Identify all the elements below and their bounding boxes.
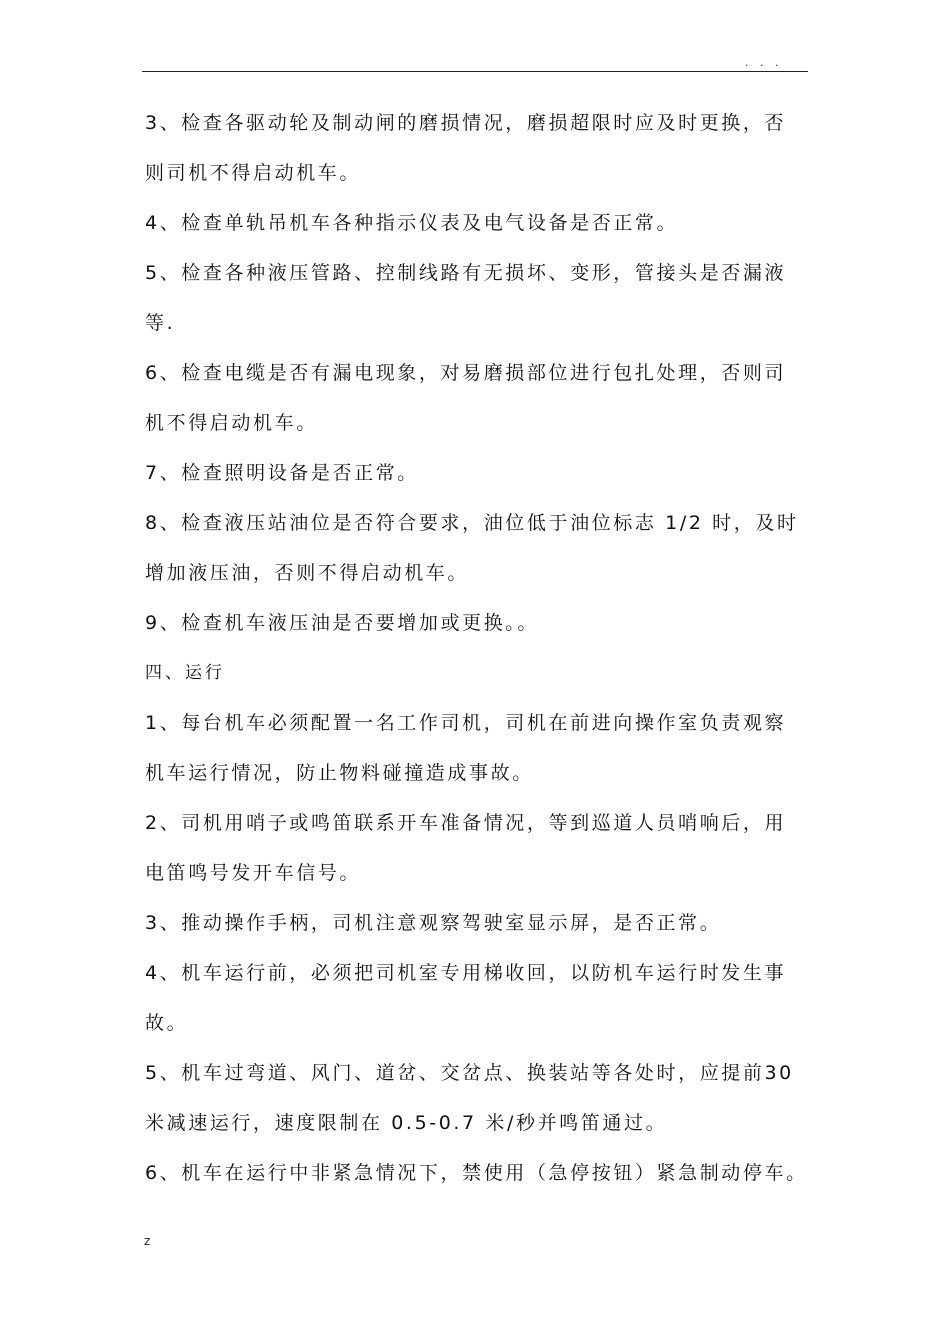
- text-line-7: 机不得启动机车。: [145, 412, 318, 434]
- text-line-2: 则司机不得启动机车。: [145, 162, 362, 184]
- text-line-3: 4、检查单轨吊机车各种指示仪表及电气设备是否正常。: [145, 212, 679, 234]
- text-line-19: 故。: [145, 1012, 189, 1034]
- footer-mark: z: [144, 1234, 151, 1248]
- text-line-4: 5、检查各种液压管路、控制线路有无损坏、变形，管接头是否漏液: [145, 262, 787, 284]
- text-line-10: 增加液压油，否则不得启动机车。: [145, 562, 470, 584]
- text-line-13: 1、每台机车必须配置一名工作司机，司机在前进向操作室负责观察: [145, 712, 787, 734]
- text-line-17: 3、推动操作手柄，司机注意观察驾驶室显示屏，是否正常。: [145, 912, 722, 934]
- header-rule: [142, 71, 808, 72]
- text-line-5: 等.: [145, 312, 176, 334]
- text-line-8: 7、检查照明设备是否正常。: [145, 462, 419, 484]
- section-heading: 四、运行: [145, 663, 225, 683]
- document-body: [145, 98, 825, 1198]
- text-line-9: 8、检查液压站油位是否符合要求，油位低于油位标志 1/2 时，及时: [145, 512, 799, 534]
- text-line-15: 2、司机用哨子或鸣笛联系开车准备情况，等到巡道人员哨响后，用: [145, 812, 787, 834]
- text-line-1: 3、检查各驱动轮及制动闸的磨损情况，磨损超限时应及时更换，否: [145, 112, 787, 134]
- text-line-6: 6、检查电缆是否有漏电现象，对易磨损部位进行包扎处理，否则司: [145, 362, 787, 384]
- text-line-11: 9、检查机车液压油是否要增加或更换。。: [145, 612, 539, 634]
- text-line-21: 米减速运行，速度限制在 0.5-0.7 米/秒并鸣笛通过。: [145, 1112, 668, 1134]
- text-line-16: 电笛鸣号发开车信号。: [145, 862, 362, 884]
- text-line-14: 机车运行情况，防止物料碰撞造成事故。: [145, 762, 534, 784]
- text-line-22: 6、机车在运行中非紧急情况下，禁使用（急停按钮）紧急制动停车。: [145, 1162, 808, 1184]
- text-line-18: 4、机车运行前，必须把司机室专用梯收回，以防机车运行时发生事: [145, 962, 787, 984]
- header-dots: . . .: [745, 56, 783, 69]
- text-line-20: 5、机车过弯道、风门、道岔、交岔点、换装站等各处时，应提前30: [145, 1062, 794, 1084]
